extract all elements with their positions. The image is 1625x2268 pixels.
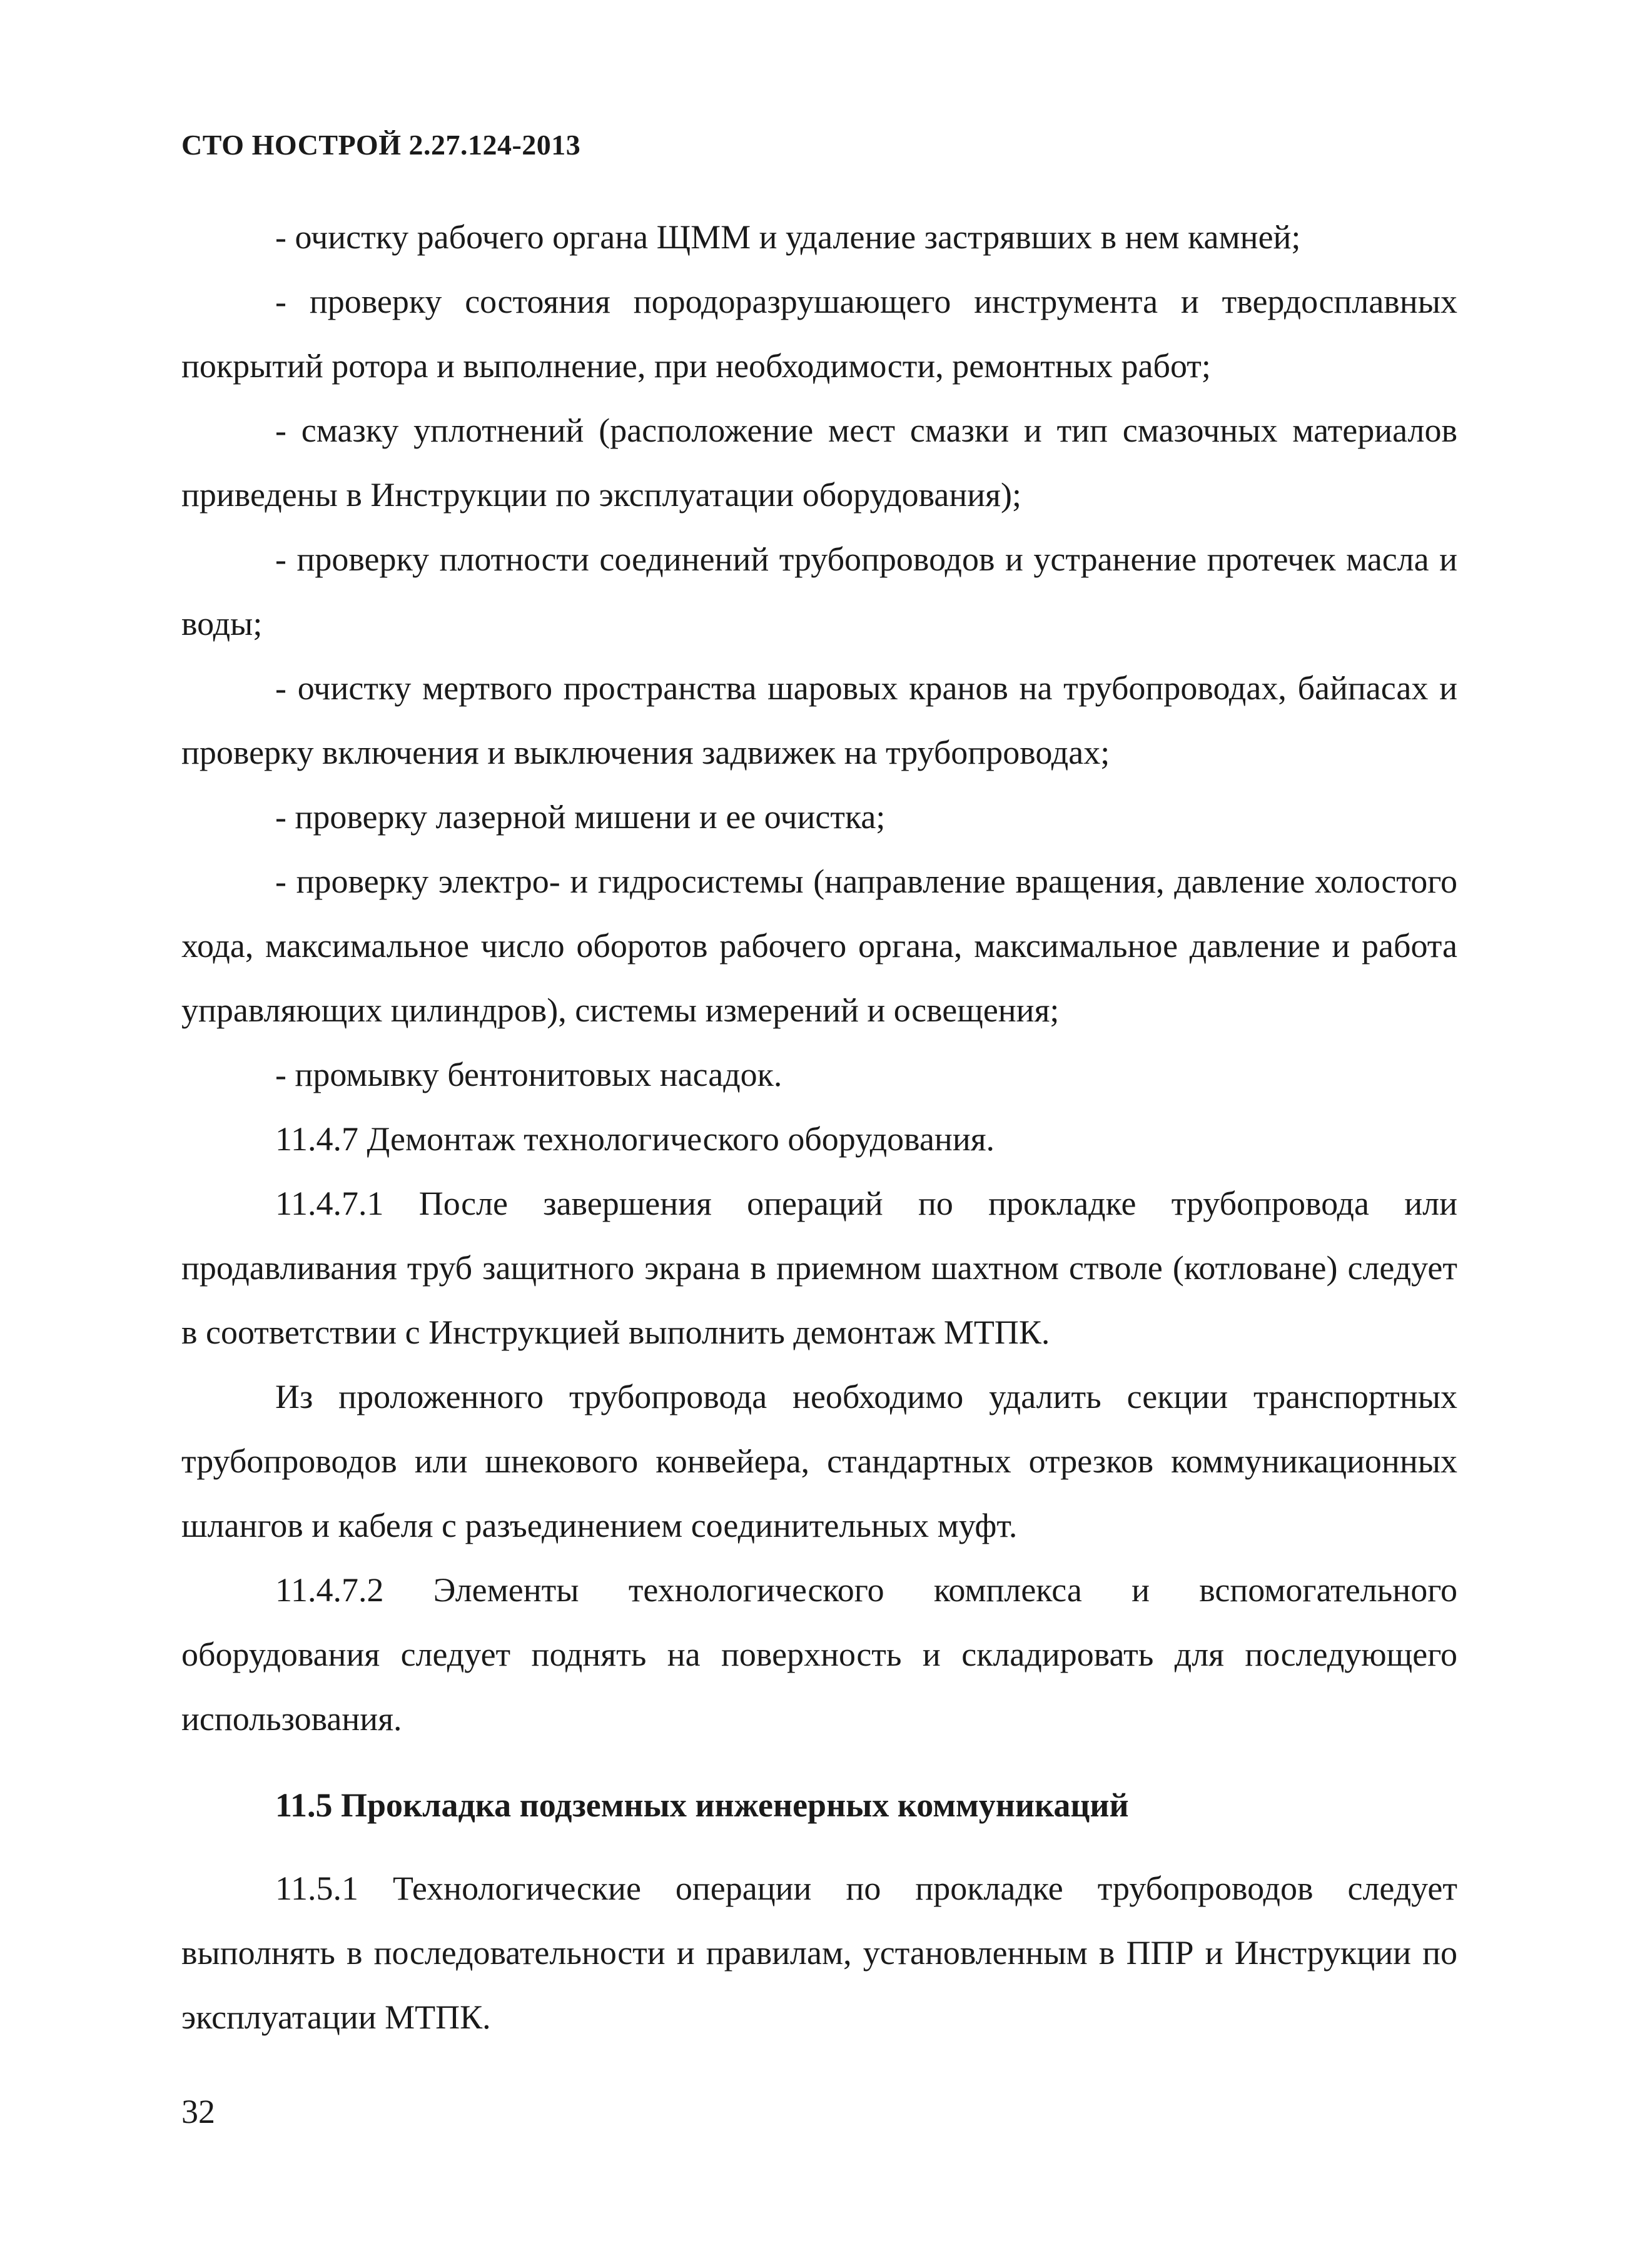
paragraph: - проверку лазерной мишени и ее очистка;: [275, 798, 886, 836]
paragraph: - смазку уплотнений (расположение мест смазки и тип смазочных материалов приведены в Инструкции по эксплуатации оборудования);: [181, 412, 1457, 514]
paragraph: 11.4.7.1 После завершения операций по прокладке трубопровода или продавливания труб защитного экрана в приемном шахтном стволе (котловане) следует в соответствии с Инструкцией выполнить демонтаж МТПК.: [181, 1185, 1457, 1351]
paragraph: - очистку мертвого пространства шаровых кранов на трубопроводах, байпасах и проверку включения и выключения задвижек на трубопроводах;: [181, 669, 1457, 771]
document-body: [181, 205, 1457, 2050]
page-number: 32: [181, 2093, 215, 2130]
paragraph: 11.4.7 Демонтаж технологического оборудования.: [275, 1120, 995, 1158]
section-heading: 11.5 Прокладка подземных инженерных коммуникаций: [275, 1786, 1129, 1824]
paragraph: Из проложенного трубопровода необходимо удалить секции транспортных трубопроводов или шнекового конвейера, стандартных отрезков коммуникационных шлангов и кабеля с разъединением соединительных муфт.: [181, 1378, 1457, 1544]
paragraph: - проверку плотности соединений трубопроводов и устранение протечек масла и воды;: [181, 540, 1457, 642]
document-header: СТО НОСТРОЙ 2.27.124-2013: [181, 129, 581, 161]
paragraph: 11.4.7.2 Элементы технологического комплекса и вспомогательного оборудования следует поднять на поверхность и складировать для последующего использования.: [181, 1571, 1457, 1738]
paragraph: - очистку рабочего органа ЩММ и удаление застрявших в нем камней;: [275, 218, 1301, 256]
paragraph: - проверку состояния породоразрушающего инструмента и твердосплавных покрытий ротора и выполнение, при необходимости, ремонтных работ;: [181, 283, 1457, 385]
paragraph: - промывку бентонитовых насадок.: [275, 1056, 782, 1093]
paragraph: 11.5.1 Технологические операции по прокладке трубопроводов следует выполнять в последовательности и правилам, установленным в ППР и Инструкции по эксплуатации МТПК.: [181, 1870, 1457, 2036]
paragraph: - проверку электро- и гидросистемы (направление вращения, давление холостого хода, максимальное число оборотов рабочего органа, максимальное давление и работа управляющих цилиндров), системы измерений и освещения;: [181, 863, 1457, 1029]
